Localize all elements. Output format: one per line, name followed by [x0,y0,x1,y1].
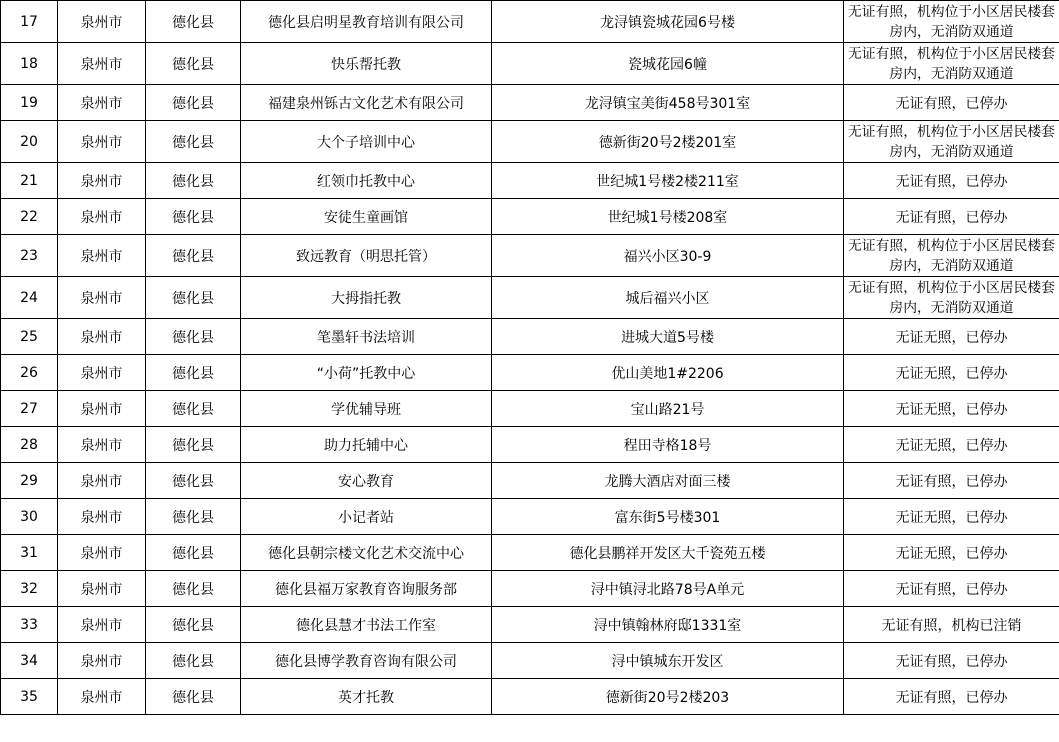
status-cell: 无证无照，已停办 [844,391,1059,427]
status-cell: 无证无照，已停办 [844,319,1059,355]
status-cell: 无证无照，已停办 [844,427,1059,463]
institution-name-cell: 笔墨轩书法培训 [241,319,492,355]
county-cell: 德化县 [146,1,241,43]
address-cell: 世纪城1号楼208室 [492,199,844,235]
institution-name-cell: “小荷”托教中心 [241,355,492,391]
institution-name-cell: 安心教育 [241,463,492,499]
county-cell: 德化县 [146,643,241,679]
institution-name-cell: 小记者站 [241,499,492,535]
address-cell: 宝山路21号 [492,391,844,427]
status-cell: 无证有照，已停办 [844,463,1059,499]
row-number-cell: 18 [1,43,58,85]
institution-name-cell: 英才托教 [241,679,492,715]
address-cell: 进城大道5号楼 [492,319,844,355]
table-row [1,277,1059,319]
institution-name-cell: 福建泉州铄古文化艺术有限公司 [241,85,492,121]
table-row [1,163,1059,199]
county-cell: 德化县 [146,355,241,391]
county-cell: 德化县 [146,121,241,163]
table-body [1,1,1059,715]
row-number-cell: 28 [1,427,58,463]
address-cell: 浔中镇浔北路78号A单元 [492,571,844,607]
city-cell: 泉州市 [58,535,146,571]
status-cell: 无证有照，已停办 [844,571,1059,607]
row-number-cell: 20 [1,121,58,163]
county-cell: 德化县 [146,463,241,499]
city-cell: 泉州市 [58,499,146,535]
status-cell: 无证有照，机构已注销 [844,607,1059,643]
row-number-cell: 24 [1,277,58,319]
table-row [1,43,1059,85]
row-number-cell: 31 [1,535,58,571]
institution-name-cell: 助力托辅中心 [241,427,492,463]
table-row [1,319,1059,355]
status-cell: 无证有照，已停办 [844,199,1059,235]
status-cell: 无证有照，机构位于小区居民楼套房内，无消防双通道 [844,1,1059,43]
county-cell: 德化县 [146,277,241,319]
status-cell: 无证无照，已停办 [844,355,1059,391]
table-row [1,463,1059,499]
table-row [1,235,1059,277]
county-cell: 德化县 [146,571,241,607]
table-row [1,427,1059,463]
status-cell: 无证有照，已停办 [844,643,1059,679]
city-cell: 泉州市 [58,679,146,715]
status-cell: 无证有照，机构位于小区居民楼套房内，无消防双通道 [844,235,1059,277]
institution-name-cell: 快乐帮托教 [241,43,492,85]
table-row [1,679,1059,715]
county-cell: 德化县 [146,319,241,355]
city-cell: 泉州市 [58,1,146,43]
status-cell: 无证有照，机构位于小区居民楼套房内，无消防双通道 [844,43,1059,85]
city-cell: 泉州市 [58,121,146,163]
row-number-cell: 17 [1,1,58,43]
row-number-cell: 22 [1,199,58,235]
status-cell: 无证有照，机构位于小区居民楼套房内，无消防双通道 [844,121,1059,163]
status-cell: 无证有照，已停办 [844,163,1059,199]
address-cell: 德新街20号2楼201室 [492,121,844,163]
table-row [1,391,1059,427]
table-row [1,355,1059,391]
city-cell: 泉州市 [58,319,146,355]
status-cell: 无证有照，已停办 [844,679,1059,715]
city-cell: 泉州市 [58,235,146,277]
row-number-cell: 25 [1,319,58,355]
city-cell: 泉州市 [58,391,146,427]
institution-name-cell: 学优辅导班 [241,391,492,427]
city-cell: 泉州市 [58,571,146,607]
row-number-cell: 30 [1,499,58,535]
address-cell: 世纪城1号楼2楼211室 [492,163,844,199]
city-cell: 泉州市 [58,277,146,319]
table-row [1,643,1059,679]
address-cell: 城后福兴小区 [492,277,844,319]
city-cell: 泉州市 [58,355,146,391]
institution-name-cell: 德化县朝宗楼文化艺术交流中心 [241,535,492,571]
address-cell: 瓷城花园6幢 [492,43,844,85]
county-cell: 德化县 [146,499,241,535]
table-row [1,121,1059,163]
row-number-cell: 35 [1,679,58,715]
address-cell: 浔中镇翰林府邸1331室 [492,607,844,643]
city-cell: 泉州市 [58,607,146,643]
institution-name-cell: 德化县福万家教育咨询服务部 [241,571,492,607]
county-cell: 德化县 [146,427,241,463]
city-cell: 泉州市 [58,427,146,463]
address-cell: 福兴小区30-9 [492,235,844,277]
address-cell: 龙腾大酒店对面三楼 [492,463,844,499]
county-cell: 德化县 [146,391,241,427]
status-cell: 无证无照，已停办 [844,499,1059,535]
address-cell: 龙浔镇宝美街458号301室 [492,85,844,121]
county-cell: 德化县 [146,163,241,199]
address-cell: 富东街5号楼301 [492,499,844,535]
status-cell: 无证无照，已停办 [844,535,1059,571]
institution-name-cell: 致远教育（明思托管） [241,235,492,277]
row-number-cell: 27 [1,391,58,427]
address-cell: 程田寺格18号 [492,427,844,463]
county-cell: 德化县 [146,199,241,235]
status-cell: 无证有照，机构位于小区居民楼套房内，无消防双通道 [844,277,1059,319]
table-row [1,499,1059,535]
table-row [1,85,1059,121]
city-cell: 泉州市 [58,85,146,121]
city-cell: 泉州市 [58,43,146,85]
county-cell: 德化县 [146,235,241,277]
institution-name-cell: 大个子培训中心 [241,121,492,163]
institution-name-cell: 德化县慧才书法工作室 [241,607,492,643]
address-cell: 龙浔镇瓷城花园6号楼 [492,1,844,43]
county-cell: 德化县 [146,607,241,643]
row-number-cell: 21 [1,163,58,199]
institution-name-cell: 德化县博学教育咨询有限公司 [241,643,492,679]
table-row [1,607,1059,643]
city-cell: 泉州市 [58,199,146,235]
county-cell: 德化县 [146,679,241,715]
address-cell: 德化县鹏祥开发区大千瓷苑五楼 [492,535,844,571]
table-row [1,535,1059,571]
city-cell: 泉州市 [58,643,146,679]
row-number-cell: 33 [1,607,58,643]
address-cell: 浔中镇城东开发区 [492,643,844,679]
institution-name-cell: 德化县启明星教育培训有限公司 [241,1,492,43]
city-cell: 泉州市 [58,163,146,199]
row-number-cell: 19 [1,85,58,121]
address-cell: 德新街20号2楼203 [492,679,844,715]
row-number-cell: 32 [1,571,58,607]
status-cell: 无证有照，已停办 [844,85,1059,121]
institution-name-cell: 红领巾托教中心 [241,163,492,199]
county-cell: 德化县 [146,43,241,85]
city-cell: 泉州市 [58,463,146,499]
row-number-cell: 34 [1,643,58,679]
row-number-cell: 26 [1,355,58,391]
table-row [1,571,1059,607]
address-cell: 优山美地1#2206 [492,355,844,391]
table-row [1,1,1059,43]
county-cell: 德化县 [146,535,241,571]
table-row [1,199,1059,235]
row-number-cell: 23 [1,235,58,277]
institution-name-cell: 大拇指托教 [241,277,492,319]
institution-name-cell: 安徒生童画馆 [241,199,492,235]
row-number-cell: 29 [1,463,58,499]
county-cell: 德化县 [146,85,241,121]
